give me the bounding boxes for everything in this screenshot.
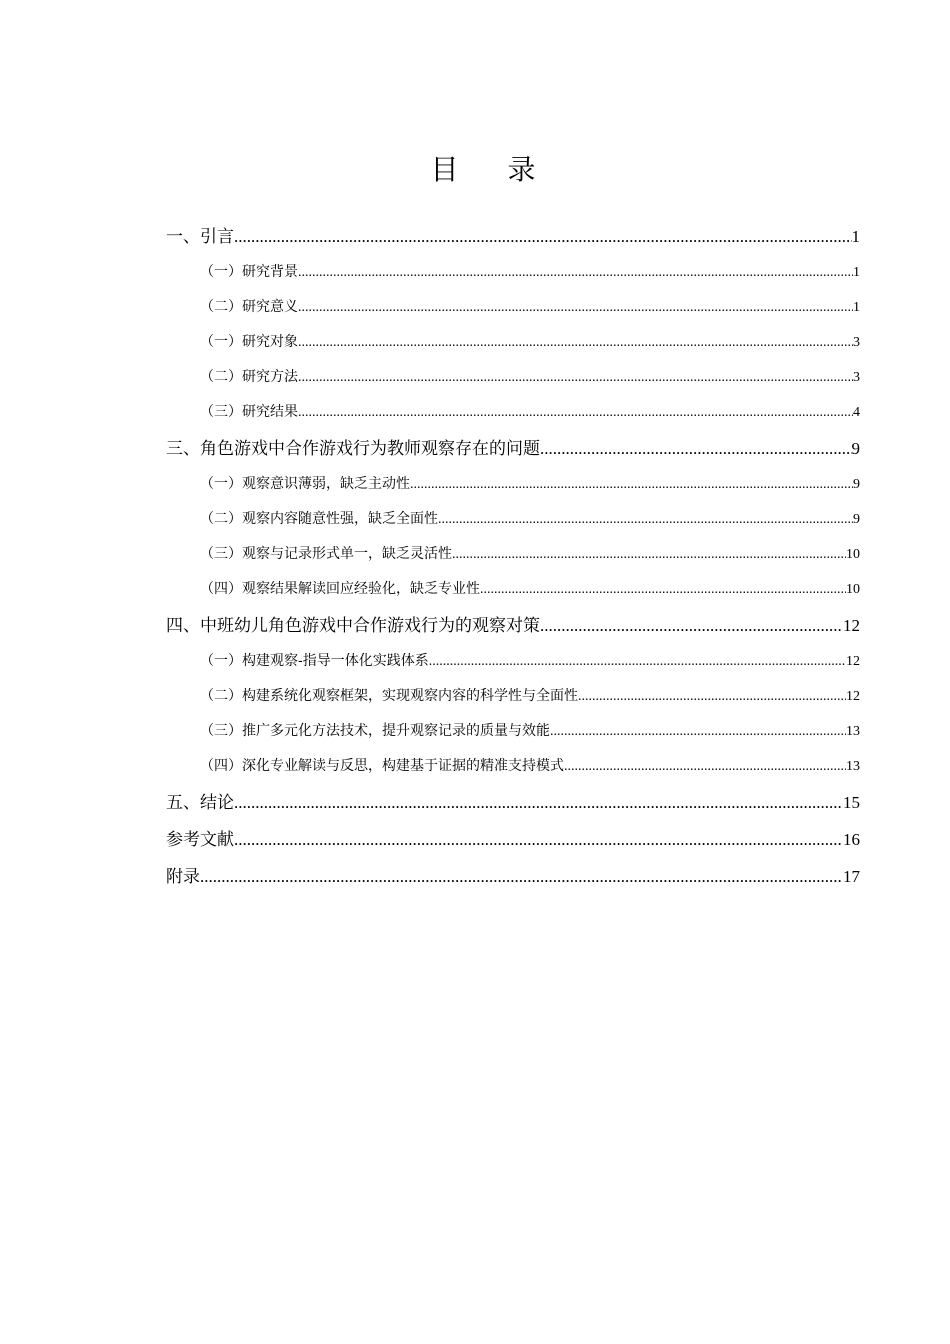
- toc-entry[interactable]: [166, 858, 860, 895]
- toc-page-number: 10: [846, 582, 860, 597]
- toc-entry-text: （一）观察意识薄弱，缺乏主动性: [200, 476, 410, 492]
- toc-entry-text: （二）构建系统化观察框架，实现观察内容的科学性与全面性: [200, 688, 578, 704]
- toc-dot-leader: [298, 255, 853, 290]
- toc-page-number: 1: [851, 227, 860, 246]
- toc-entry[interactable]: [166, 467, 860, 502]
- toc-dot-leader: [438, 502, 853, 537]
- toc-entry-text: （四）深化专业解读与反思，构建基于证据的精准支持模式: [200, 758, 564, 774]
- toc-entry[interactable]: [166, 325, 860, 360]
- toc-entry-text: （二）研究意义: [200, 299, 298, 315]
- toc-entry[interactable]: [166, 714, 860, 749]
- toc-entry-text: （一）研究背景: [200, 264, 298, 280]
- toc-entry-text: 三、角色游戏中合作游戏行为教师观察存在的问题: [166, 439, 540, 459]
- toc-entry[interactable]: [166, 218, 860, 255]
- toc-dot-leader: [234, 784, 843, 821]
- toc-page-number: 1: [853, 265, 860, 280]
- toc-dot-leader: [540, 607, 843, 644]
- toc-dot-leader: [564, 749, 846, 784]
- toc-dot-leader: [298, 290, 853, 325]
- toc-page-number: 13: [846, 724, 860, 739]
- toc-entry-text: 参考文献: [166, 830, 234, 850]
- toc-page-number: 9: [853, 512, 860, 527]
- toc-entry[interactable]: [166, 644, 860, 679]
- toc-page-number: 10: [846, 547, 860, 562]
- toc-page-number: 15: [843, 793, 860, 812]
- toc-dot-leader: [578, 679, 846, 714]
- toc-page-number: 9: [851, 439, 860, 458]
- toc-entry[interactable]: [166, 572, 860, 607]
- toc-page-number: 3: [853, 335, 860, 350]
- toc-page-number: 4: [853, 405, 860, 420]
- toc-entry-text: 五、结论: [166, 793, 234, 813]
- toc-dot-leader: [200, 858, 843, 895]
- toc-dot-leader: [298, 325, 853, 360]
- toc-entry-text: （三）观察与记录形式单一，缺乏灵活性: [200, 546, 452, 562]
- toc-entry-text: （一）构建观察-指导一体化实践体系: [200, 653, 429, 669]
- toc-page-number: 3: [853, 370, 860, 385]
- toc-entry-text: （三）推广多元化方法技术，提升观察记录的质量与效能: [200, 723, 550, 739]
- toc-dot-leader: [429, 644, 846, 679]
- toc-dot-leader: [480, 572, 846, 607]
- toc-dot-leader: [298, 360, 853, 395]
- toc-dot-leader: [298, 395, 853, 430]
- toc-entry[interactable]: [166, 502, 860, 537]
- toc-page-number: 1: [853, 300, 860, 315]
- toc-page-number: 17: [843, 867, 860, 886]
- toc-page-number: 9: [853, 477, 860, 492]
- toc-entry-text: 附录: [166, 867, 200, 887]
- toc-entry-text: 四、中班幼儿角色游戏中合作游戏行为的观察对策: [166, 616, 540, 636]
- toc-entry-text: （一）研究对象: [200, 334, 298, 350]
- toc-dot-leader: [550, 714, 846, 749]
- toc-dot-leader: [410, 467, 853, 502]
- toc-list: [166, 218, 860, 895]
- toc-dot-leader: [452, 537, 846, 572]
- toc-entry[interactable]: [166, 784, 860, 821]
- toc-entry[interactable]: [166, 679, 860, 714]
- toc-entry[interactable]: [166, 537, 860, 572]
- toc-entry-text: （二）研究方法: [200, 369, 298, 385]
- toc-page-number: 16: [843, 830, 860, 849]
- toc-page-number: 12: [846, 654, 860, 669]
- toc-title: 目 录: [430, 153, 556, 186]
- toc-entry[interactable]: [166, 749, 860, 784]
- toc-entry[interactable]: [166, 821, 860, 858]
- toc-dot-leader: [540, 430, 852, 467]
- toc-entry[interactable]: [166, 290, 860, 325]
- toc-dot-leader: [234, 218, 852, 255]
- toc-page-number: 13: [846, 759, 860, 774]
- toc-dot-leader: [234, 821, 843, 858]
- toc-entry-text: （四）观察结果解读回应经验化，缺乏专业性: [200, 581, 480, 597]
- toc-entry-text: 一、引言: [166, 227, 234, 247]
- toc-entry-text: （三）研究结果: [200, 404, 298, 420]
- toc-entry[interactable]: [166, 395, 860, 430]
- toc-entry-text: （二）观察内容随意性强，缺乏全面性: [200, 511, 438, 527]
- toc-entry[interactable]: [166, 607, 860, 644]
- toc-page-number: 12: [846, 689, 860, 704]
- toc-entry[interactable]: [166, 430, 860, 467]
- toc-entry[interactable]: [166, 360, 860, 395]
- toc-entry[interactable]: [166, 255, 860, 290]
- toc-page-number: 12: [843, 616, 860, 635]
